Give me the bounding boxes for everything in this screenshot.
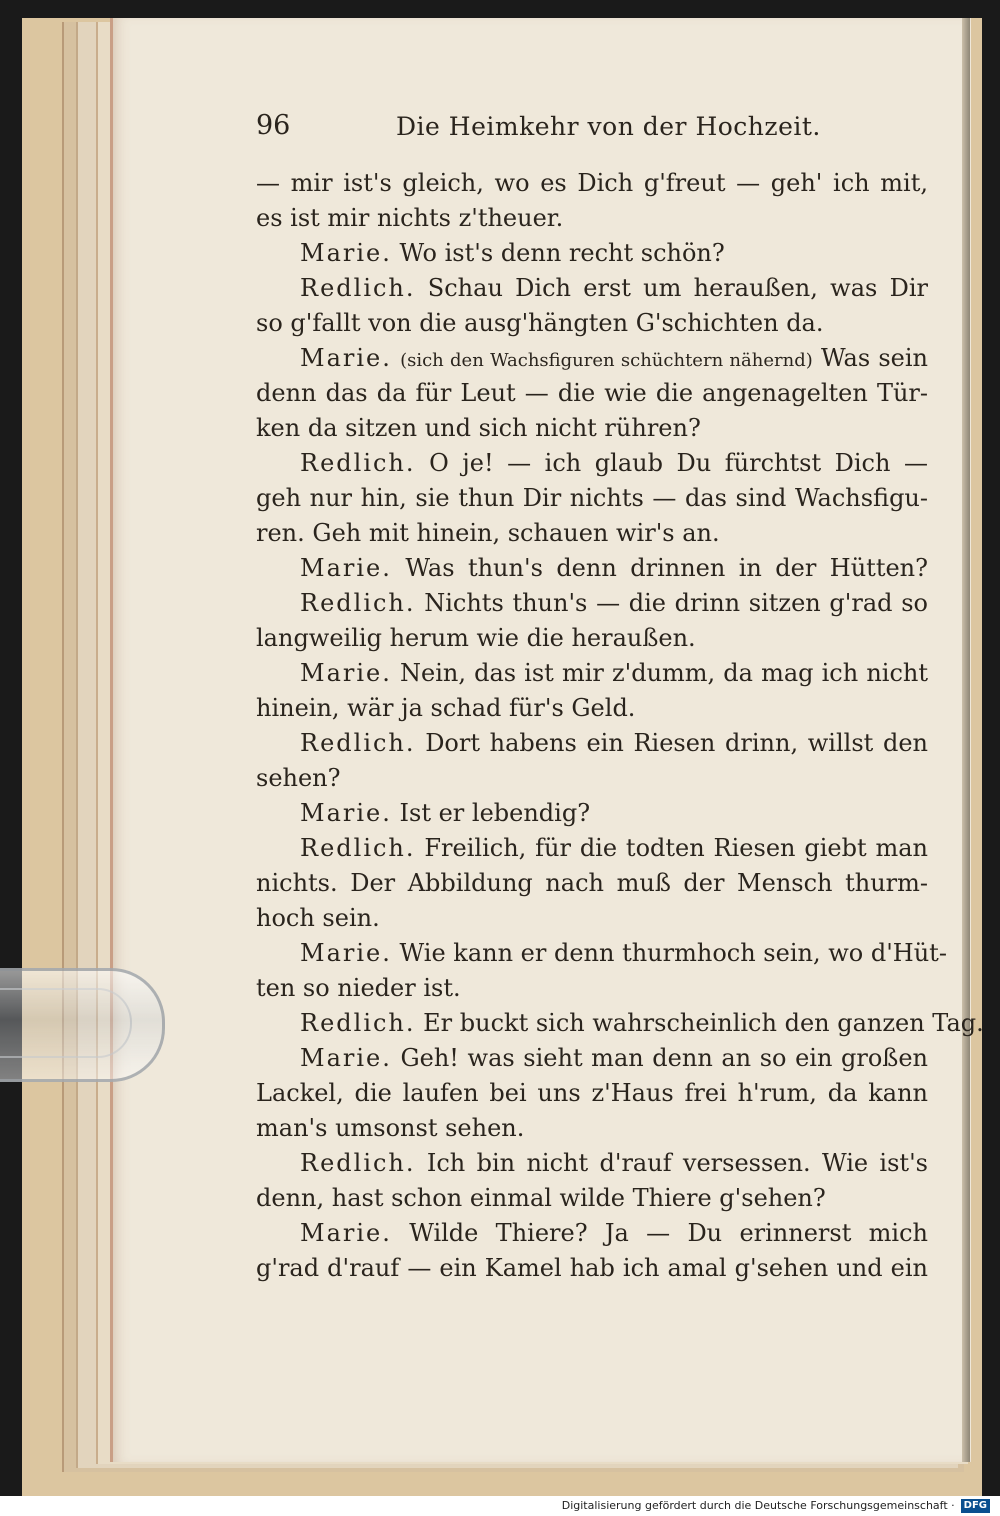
line-text: Was thun's denn drinnen in der Hütten? (405, 554, 928, 582)
line-text: ten so nieder ist. (256, 974, 461, 1002)
speech-line (256, 341, 928, 376)
line-text: hinein, wär ja schad für's Geld. (256, 694, 636, 722)
speech-line (256, 1146, 928, 1181)
speech-line (256, 1006, 984, 1041)
speaker-name: Marie. (300, 239, 392, 267)
speech-line (256, 796, 928, 831)
line-text: hoch sein. (256, 904, 380, 932)
line-text: O je! — ich glaub Du fürchtst Dich — (429, 449, 928, 477)
line-text: Freilich, für die todten Riesen giebt man (424, 834, 928, 862)
page-header (256, 110, 932, 144)
speech-line (256, 656, 928, 691)
text-line (256, 411, 928, 446)
speaker-name: Redlich. (300, 449, 416, 477)
line-text: — mir ist's gleich, wo es Dich g'freut — geh' ich mit, (256, 169, 928, 197)
speech-line (256, 1041, 928, 1076)
text-line (256, 481, 928, 516)
text-line (256, 971, 928, 1006)
speaker-name: Redlich. (300, 1009, 416, 1037)
text-line (256, 516, 928, 551)
text-line (256, 376, 928, 411)
digitization-footer (0, 1496, 1000, 1516)
text-line (256, 1111, 928, 1146)
stage-direction: (sich den Wachsfiguren schüchtern nähernd) (400, 350, 813, 371)
text-line (256, 1076, 928, 1111)
text-line (256, 691, 928, 726)
line-text: Geh! was sieht man denn an so ein großen (400, 1044, 928, 1072)
line-text: nichts. Der Abbildung nach muß der Mensch thurm- (256, 869, 928, 897)
funding-credit: Digitalisierung gefördert durch die Deutsche Forschungsgemeinschaft · (561, 1499, 955, 1512)
line-text: so g'fallt von die ausg'hängten G'schichten da. (256, 309, 824, 337)
speech-line (256, 446, 928, 481)
line-text: Er buckt sich wahrscheinlich den ganzen Tag. (423, 1009, 984, 1037)
speaker-name: Marie. (300, 659, 392, 687)
speaker-name: Redlich. (300, 729, 416, 757)
line-text: Wo ist's denn recht schön? (399, 239, 725, 267)
speech-line (256, 551, 928, 586)
line-text: ken da sitzen und sich nicht rühren? (256, 414, 701, 442)
text-line (256, 1251, 928, 1286)
book-binding (962, 18, 970, 1462)
line-text: langweilig herum wie die heraußen. (256, 624, 696, 652)
speaker-name: Marie. (300, 554, 392, 582)
line-text: man's umsonst sehen. (256, 1114, 525, 1142)
line-text: denn, hast schon einmal wilde Thiere g'sehen? (256, 1184, 826, 1212)
text-line (256, 306, 928, 341)
dfg-logo: DFG (961, 1499, 990, 1513)
speaker-name: Redlich. (300, 589, 416, 617)
line-text: denn das da für Leut — die wie die angenagelten Tür- (256, 379, 928, 407)
speaker-name: Redlich. (300, 274, 416, 302)
speaker-name: Marie. (300, 1219, 392, 1247)
text-line (256, 201, 928, 236)
line-text: Lackel, die laufen bei uns z'Haus frei h'rum, da kann (256, 1079, 928, 1107)
line-text: Wie kann er denn thurmhoch sein, wo d'Hüt- (399, 939, 947, 967)
running-title: Die Heimkehr von der Hochzeit. (396, 112, 821, 141)
line-text: Nein, das ist mir z'dumm, da mag ich nicht (400, 659, 928, 687)
speech-line (256, 831, 928, 866)
speaker-name: Redlich. (300, 834, 416, 862)
line-text: Nichts thun's — die drinn sitzen g'rad so (424, 589, 928, 617)
line-text: geh nur hin, sie thun Dir nichts — das sind Wachsfigu- (256, 484, 928, 512)
line-text: ren. Geh mit hinein, schauen wir's an. (256, 519, 720, 547)
speaker-name: Marie. (300, 939, 392, 967)
speech-line (256, 236, 928, 271)
line-text: Was sein (820, 344, 928, 372)
text-line (256, 621, 928, 656)
text-line (256, 166, 928, 201)
line-text: Ist er lebendig? (399, 799, 591, 827)
line-text: Wilde Thiere? Ja — Du erinnerst mich (409, 1219, 929, 1247)
speech-line (256, 1216, 928, 1251)
speech-line (256, 936, 947, 971)
speech-line (256, 586, 928, 621)
page-body-text (256, 166, 984, 1286)
speaker-name: Marie. (300, 344, 392, 372)
line-text: es ist mir nichts z'theuer. (256, 204, 564, 232)
line-text: Dort habens ein Riesen drinn, willst den (425, 729, 928, 757)
text-line (256, 1181, 928, 1216)
speech-line (256, 271, 928, 306)
line-text: Schau Dich erst um heraußen, was Dir (427, 274, 928, 302)
paper-clip (0, 968, 165, 1082)
line-text: Ich bin nicht d'rauf versessen. Wie ist's (426, 1149, 928, 1177)
text-line (256, 866, 928, 901)
speaker-name: Marie. (300, 799, 392, 827)
page-number: 96 (256, 110, 291, 141)
text-line (256, 761, 928, 796)
speaker-name: Marie. (300, 1044, 392, 1072)
text-line (256, 901, 928, 936)
line-text: sehen? (256, 764, 341, 792)
line-text: g'rad d'rauf — ein Kamel hab ich amal g'sehen und ein (256, 1254, 928, 1282)
speech-line (256, 726, 928, 761)
speaker-name: Redlich. (300, 1149, 416, 1177)
